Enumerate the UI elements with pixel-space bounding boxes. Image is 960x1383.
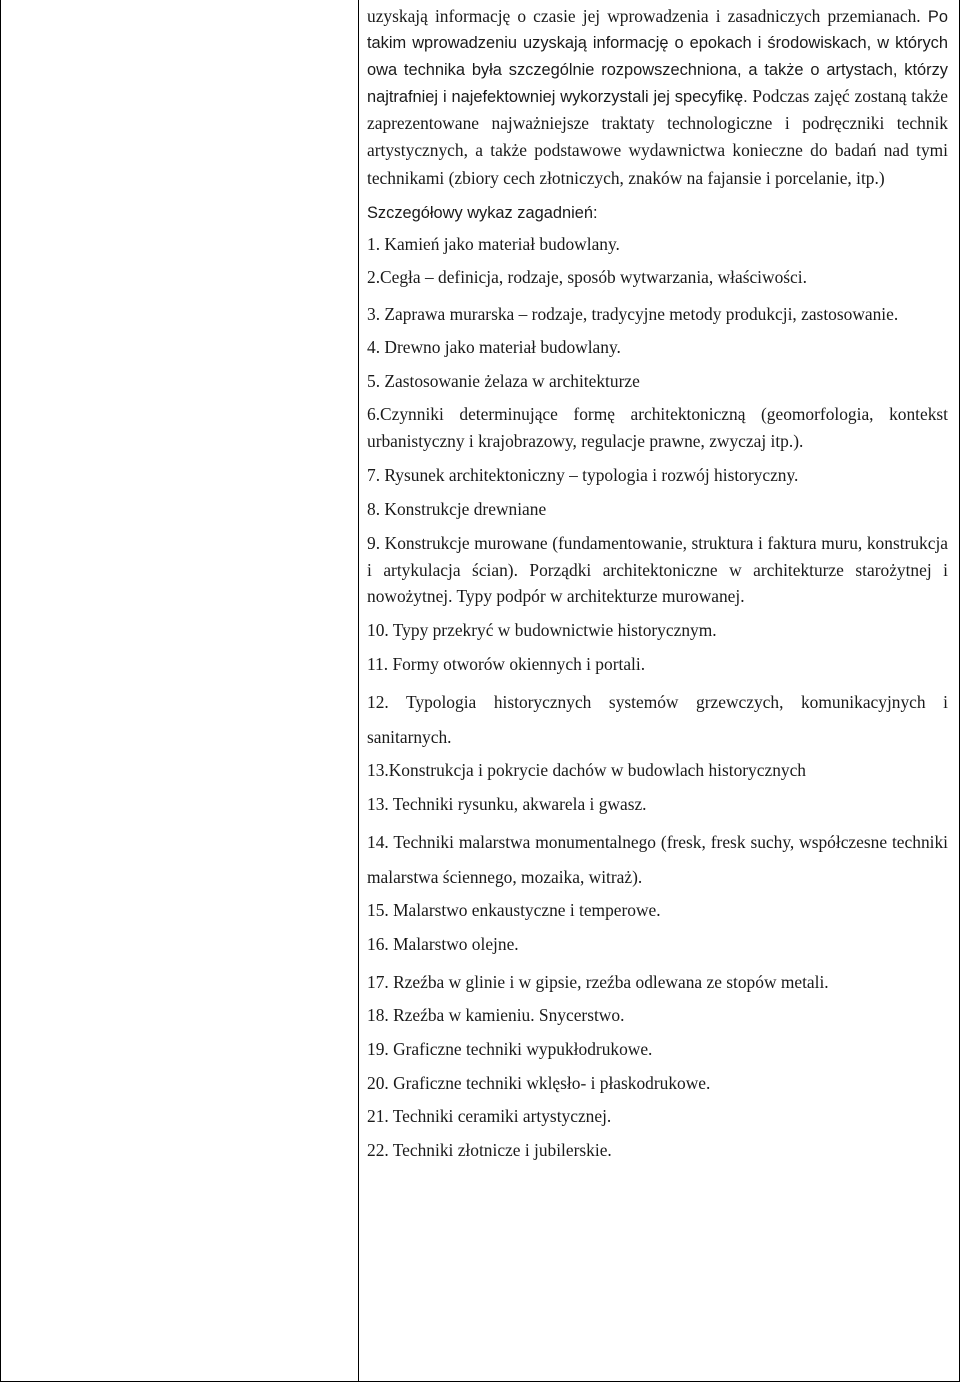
- topic-item: 9. Konstrukcje murowane (fundamentowanie, struktura i faktura muru, konstrukcja i artykulacja ścian). Porządki architektoniczne w architekturze starożytnej i nowożytnej. Typy podpór w architekturze murowanej.: [367, 533, 948, 607]
- description-sans-rest: Po takim wprowadzeniu uzyskają informację o epokach i środowiskach, w których owa technika była szczególnie rozpowszechniona, a także o artystach, którzy najtrafniej i najefektowniej wykorzystali jej specyfikę.: [367, 8, 948, 106]
- topic-item: 17. Rzeźba w glinie i w gipsie, rzeźba odlewana ze stopów metali.: [367, 971, 829, 992]
- topic-item: 14. Techniki malarstwa monumentalnego (fresk, fresk suchy, współczesne techniki malarstwa ściennego, mozaika, witraż).: [367, 831, 948, 887]
- topic-item: 13. Techniki rysunku, akwarela i gwasz.: [367, 793, 647, 814]
- content-cell: [367, 3, 948, 1162]
- topic-item: 19. Graficzne techniki wypukłodrukowe.: [367, 1038, 653, 1059]
- table-column-divider: [358, 0, 359, 1381]
- topic-item: 6.Czynniki determinujące formę architektoniczną (geomorfologia, kontekst urbanistyczny i krajobrazowy, regulacje prawne, zwyczaj itp.).: [367, 404, 948, 451]
- topic-item: 2.Cegła – definicja, rodzaje, sposób wytwarzania, właściwości.: [367, 267, 807, 288]
- topic-item: 10. Typy przekryć w budownictwie historycznym.: [367, 619, 717, 640]
- topic-item: 18. Rzeźba w kamieniu. Snycerstwo.: [367, 1004, 625, 1025]
- topic-item: 21. Techniki ceramiki artystycznej.: [367, 1105, 612, 1126]
- topic-item: 3. Zaprawa murarska – rodzaje, tradycyjne metody produkcji, zastosowanie.: [367, 304, 899, 325]
- topic-item: 4. Drewno jako materiał budowlany.: [367, 337, 621, 358]
- topic-item: 12. Typologia historycznych systemów grzewczych, komunikacyjnych i sanitarnych.: [367, 691, 948, 747]
- topics-list: [367, 232, 948, 1162]
- topic-item: 5. Zastosowanie żelaza w architekturze: [367, 371, 640, 392]
- topic-item: 13.Konstrukcja i pokrycie dachów w budowlach historycznych: [367, 759, 806, 780]
- topic-item: 16. Malarstwo olejne.: [367, 933, 519, 954]
- topic-item: 7. Rysunek architektoniczny – typologia i rozwój historyczny.: [367, 465, 799, 486]
- topic-item: 22. Techniki złotnicze i jubilerskie.: [367, 1139, 612, 1160]
- description-paragraph: [367, 3, 948, 192]
- description-serif-tail: Podczas zajęć zostaną także zaprezentowane najważniejsze traktaty technologiczne i podręczniki technik artystycznych, a także podstawowe wydawnictwa konieczne do badań nad tymi technikami (zbiory cech złotniczych, znaków na fajansie i porcelanie, itp.): [367, 85, 948, 188]
- topic-item: 8. Konstrukcje drewniane: [367, 499, 547, 520]
- topic-item: 1. Kamień jako materiał budowlany.: [367, 234, 620, 255]
- topic-item: 11. Formy otworów okiennych i portali.: [367, 653, 646, 674]
- topic-item: 15. Malarstwo enkaustyczne i temperowe.: [367, 899, 661, 920]
- description-serif-start: uzyskają informację o czasie jej wprowadzenia i zasadniczych przemianach.: [367, 6, 921, 26]
- topics-heading: Szczegółowy wykaz zagadnień:: [367, 204, 598, 223]
- topic-item: 20. Graficzne techniki wklęsło- i płaskodrukowe.: [367, 1072, 711, 1093]
